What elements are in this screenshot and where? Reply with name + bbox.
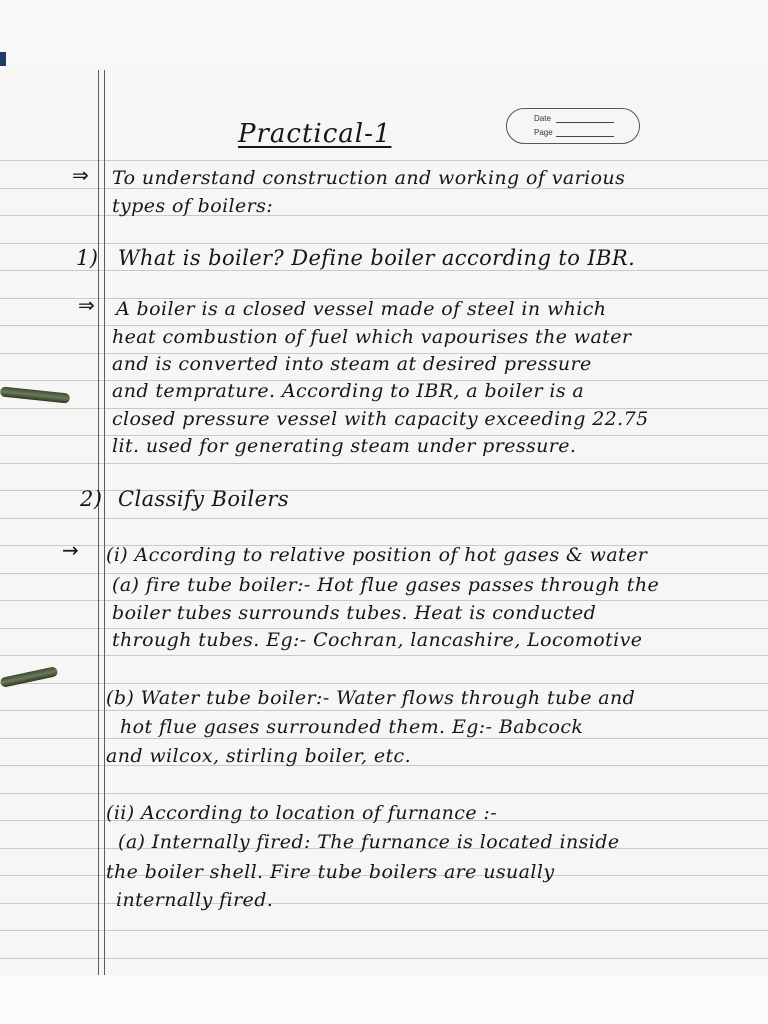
ruled-line <box>0 655 768 656</box>
a1-line-1: A boiler is a closed vessel made of steel in which <box>116 298 607 320</box>
ruled-line <box>0 160 768 161</box>
arrow-icon: → <box>62 538 79 562</box>
ruled-line <box>0 463 768 464</box>
binder-ring-bottom <box>0 666 58 688</box>
ruled-line <box>0 683 768 684</box>
c2-line-2: (a) Internally fired: The furnance is located inside <box>118 831 620 853</box>
ruled-line <box>0 243 768 244</box>
date-page-stamp <box>498 106 646 146</box>
arrow-icon: ⇒ <box>78 293 95 317</box>
page-title: Practical-1 <box>238 119 392 149</box>
corner-mark <box>0 52 6 66</box>
c1-line-3: boiler tubes surrounds tubes. Heat is conducted <box>112 602 597 624</box>
c1b-line-1: (b) Water tube boiler:- Water flows through tube and <box>106 687 636 709</box>
binder-ring-top <box>0 386 70 403</box>
stamp-border <box>506 108 640 144</box>
q1-text: What is boiler? Define boiler according to IBR. <box>118 246 636 270</box>
c1-line-1: (i) According to relative position of hot gases & water <box>106 544 648 566</box>
a1-line-2: heat combustion of fuel which vapourises the water <box>112 326 632 348</box>
page-bottom-margin <box>0 975 768 1024</box>
a1-line-3: and is converted into steam at desired pressure <box>112 353 592 375</box>
stamp-date-label: Date <box>534 114 551 123</box>
margin-line-right <box>104 70 105 975</box>
c1-line-2: (a) fire tube boiler:- Hot flue gases passes through the <box>112 574 660 596</box>
arrow-icon: ⇒ <box>72 163 89 187</box>
c2-line-1: (ii) According to location of furnance :- <box>106 802 498 824</box>
stamp-date-line <box>556 122 614 123</box>
ruled-line <box>0 793 768 794</box>
aim-line-1: To understand construction and working of various <box>112 167 626 189</box>
ruled-line <box>0 710 768 711</box>
c1b-line-2: hot flue gases surrounded them. Eg:- Babcock <box>120 716 584 738</box>
a1-line-4: and temprature. According to IBR, a boiler is a <box>112 380 585 402</box>
a1-line-5: closed pressure vessel with capacity exceeding 22.75 <box>112 408 649 430</box>
stamp-page-label: Page <box>534 128 553 137</box>
ruled-line <box>0 930 768 931</box>
a1-line-6: lit. used for generating steam under pressure. <box>112 435 577 457</box>
page-top-margin <box>0 0 768 70</box>
c2-line-3: the boiler shell. Fire tube boilers are usually <box>106 861 555 883</box>
ruled-line <box>0 518 768 519</box>
ruled-line <box>0 270 768 271</box>
q2-text: Classify Boilers <box>118 487 290 511</box>
ruled-line <box>0 490 768 491</box>
ruled-line <box>0 958 768 959</box>
aim-line-2: types of boilers: <box>112 195 274 217</box>
c1-line-4: through tubes. Eg:- Cochran, lancashire, Locomotive <box>112 629 643 651</box>
margin-line-left <box>98 70 99 975</box>
c1b-line-3: and wilcox, stirling boiler, etc. <box>106 745 412 767</box>
stamp-page-line <box>556 136 614 137</box>
q1-number: 1) <box>76 246 99 270</box>
q2-number: 2) <box>80 487 103 511</box>
c2-line-4: internally fired. <box>116 889 274 911</box>
